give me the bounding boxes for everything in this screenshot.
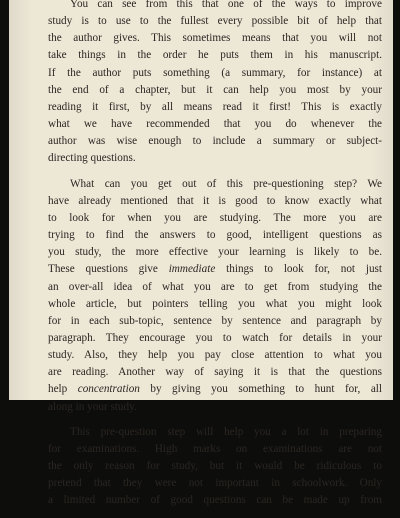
text-line: the author gives. This sometimes means that you will not	[48, 32, 382, 45]
text-line: the only reason for study, but it would be ridiculous to	[48, 460, 382, 473]
text-line	[26, 381, 382, 398]
text-line: what we have recommended that you do whenever the	[48, 118, 382, 131]
text-line: pretend that they were not important in schoolwork. Only	[48, 477, 382, 490]
text-line: trying to find the answers to good, intelligent questions as	[48, 229, 382, 242]
text-line: take things in the order he puts them in his manuscript.	[48, 49, 382, 62]
text-line: for in each sub-topic, sentence by sentence and paragraph by	[48, 314, 382, 327]
text-line: a limited number of good questions can be made up from	[48, 494, 382, 507]
paragraph-2	[26, 176, 382, 416]
text-line: study is to use to the fullest every possible bit of help that	[48, 15, 382, 28]
text-line: paragraph. They encourage you to watch for details in your	[48, 331, 382, 344]
paragraph-3	[26, 424, 382, 510]
text-segment: by giving you something to hunt for, all	[139, 383, 383, 396]
text-line: author was wise enough to include a summary or subject-	[48, 135, 382, 148]
text-line: study. Also, they help you pay close attention to what you	[48, 349, 382, 362]
text-line	[26, 261, 382, 278]
text-line: are reading. Another way of saying it is that the questions	[48, 366, 382, 379]
text-segment: These questions give	[48, 263, 158, 276]
text-line: along in your study.	[48, 400, 137, 413]
text-line: to look for when you are studying. The more you are	[48, 211, 382, 224]
text-line: an over-all idea of what you are to get from studying the	[48, 280, 382, 293]
text-line: whole article, but pointers telling you what you might look	[48, 297, 382, 310]
text-line: What can you get out of this pre-questioning step? We	[70, 177, 382, 190]
text-line: directing questions.	[48, 152, 136, 165]
book-page	[9, 0, 393, 507]
text-line: have already mentioned that it is good to know exactly what	[48, 194, 382, 207]
text-line: the end of a chapter, but it can help you most by your	[48, 83, 382, 96]
text-line: If the author puts something (a summary, for instance) at	[48, 66, 382, 79]
text-segment: things to look for, not just	[215, 263, 383, 276]
text-line: you study, the more effective your learning is likely to be.	[48, 246, 382, 259]
italic-word: concentration	[77, 383, 140, 396]
text-line: You can see from this that one of the ways to improve	[70, 0, 382, 10]
paragraph-1	[26, 0, 382, 168]
italic-word: immediate	[168, 263, 216, 276]
text-line: This pre-question step will help you a lot in preparing	[70, 425, 382, 438]
page-text	[26, 0, 382, 518]
text-line: for examinations. High marks on examinations are not	[48, 442, 382, 455]
text-segment: help	[48, 383, 68, 396]
text-line: reading it first, by all means read it first! This is exactly	[48, 100, 382, 113]
